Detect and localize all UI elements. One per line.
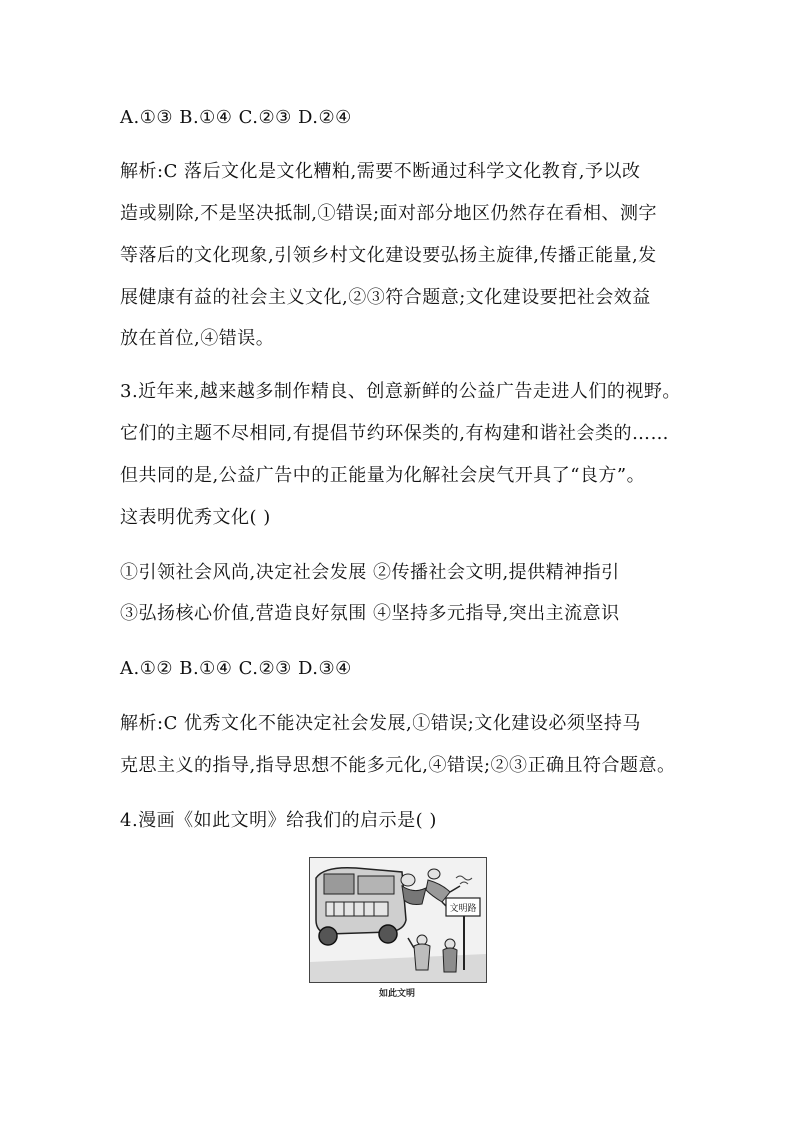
question-2-analysis-line-4: 展健康有益的社会主义文化,②③符合题意;文化建设要把社会效益 — [120, 287, 651, 308]
question-2-analysis-line-5: 放在首位,④错误。 — [120, 328, 275, 349]
question-3-choice-line-2: ③弘扬核心价值,营造良好氛围 ④坚持多元指导,突出主流意识 — [120, 603, 620, 624]
cartoon-caption: 如此文明 — [378, 989, 415, 999]
question-3-options: A.①② B.①④ C.②③ D.③④ — [120, 658, 352, 679]
question-3-stem-line-4: 这表明优秀文化( ) — [120, 507, 271, 528]
cartoon-drawing — [310, 858, 486, 982]
question-3-analysis-line-2: 克思主义的指导,指导思想不能多元化,④错误;②③正确且符合题意。 — [120, 755, 676, 776]
question-2-options: A.①③ B.①④ C.②③ D.②④ — [120, 107, 352, 128]
question-4-stem: 4.漫画《如此文明》给我们的启示是( ) — [120, 810, 437, 831]
question-3-stem-line-1: 3.近年来,越来越多制作精良、创意新鲜的公益广告走进人们的视野。 — [120, 381, 681, 402]
cartoon-illustration — [309, 857, 487, 983]
bus-drawing — [316, 868, 406, 945]
question-3-choice-line-1: ①引领社会风尚,决定社会发展 ②传播社会文明,提供精神指引 — [120, 562, 620, 583]
question-3-stem-line-2: 它们的主题不尽相同,有提倡节约环保类的,有构建和谐社会类的…… — [120, 423, 669, 444]
question-2-analysis-line-3: 等落后的文化现象,引领乡村文化建设要弘扬主旋律,传播正能量,发 — [120, 245, 657, 266]
question-2-analysis-line-1: 解析:C 落后文化是文化糟粕,需要不断通过科学文化教育,予以改 — [120, 161, 641, 182]
road-sign-text: 文明路 — [449, 904, 477, 914]
question-3-stem-line-3: 但共同的是,公益广告中的正能量为化解社会戾气开具了“良方”。 — [120, 465, 646, 486]
question-2-analysis-line-2: 造或剔除,不是坚决抵制,①错误;面对部分地区仍然存在看相、测字 — [120, 203, 658, 224]
question-3-analysis-line-1: 解析:C 优秀文化不能决定社会发展,①错误;文化建设必须坚持马 — [120, 713, 641, 734]
